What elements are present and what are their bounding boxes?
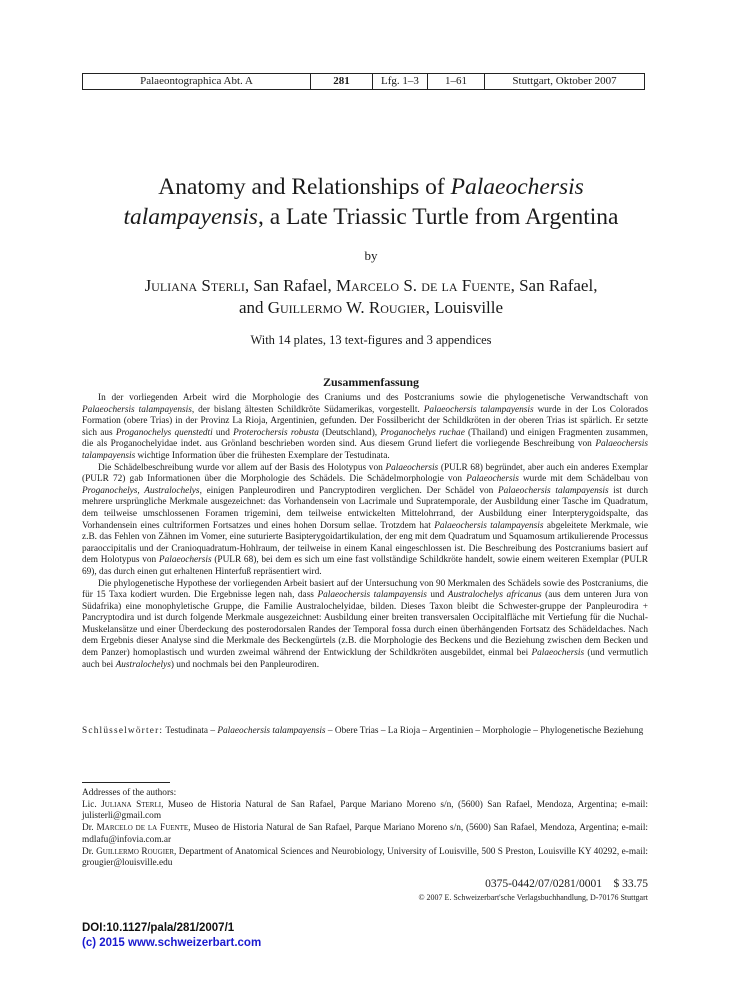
figure-count-line: With 14 plates, 13 text-figures and 3 appendices xyxy=(250,333,492,347)
abstract-heading: Zusammenfassung xyxy=(322,375,420,389)
issn-price: 0375-0442/07/0281/0001 $ 33.75 xyxy=(485,878,648,890)
doi-block xyxy=(82,921,261,951)
author-list: Juliana Sterli, San Rafael, Marcelo S. de la Fuente, San Rafael, and Guillermo W. Rougier, Louisville xyxy=(144,276,598,317)
paper-title: Anatomy and Relationships of Palaeochersis talampayensis, a Late Triassic Turtle from Argentina xyxy=(123,174,619,230)
author-name: Marcelo S. de la Fuente xyxy=(335,276,511,295)
journal-name: Palaeontographica Abt. A xyxy=(83,74,311,89)
abstract-paragraph: In der vorliegenden Arbeit wird die Morphologie des Craniums und des Postcraniums sowie die phylogenetische Verwandtschaft von Palaeochersis talampayensis, der bislang ältesten Schildkröte Südamerikas, vorgestellt. Palaeochersis talampayensis wurde in der Los Colorados Formation (obere Trias) in der Provinz La Rioja, Argentinien, gefunden. Der Fossilbericht der Schildkröten in der oberen Trias ist spärlich. Er setzte sich aus Proganochelys quenstedti und Proterochersis robusta (Deutschland), Proganochelys ruchae (Thailand) und einigen Fragmenten zusammen, die als Proganochelyidae indet. aus Grönland beschrieben worden sind. Aus diesem Grund liefert die vorliegende Beschreibung von Palaeochersis talampayensis wichtige Information über die frühesten Exemplare der Testudinata. xyxy=(82,393,648,461)
abstract-body xyxy=(82,393,648,671)
author-name: Juliana Sterli xyxy=(144,276,245,295)
footnote-divider xyxy=(82,782,170,783)
address-entry: Dr. Guillermo Rougier, Department of Anatomical Sciences and Neurobiology, University of Louisville, 500 S Preston, Louisville KY 40292, e-mail: grougier@louisville.edu xyxy=(82,846,649,869)
place-date: Stuttgart, Oktober 2007 xyxy=(512,75,617,87)
by-line: by xyxy=(364,248,378,263)
addresses-heading: Addresses of the authors: xyxy=(82,788,177,798)
author-addresses xyxy=(82,788,648,870)
keywords-label: Schlüsselwörter: xyxy=(82,726,164,736)
page-range: 1–61 xyxy=(428,74,485,89)
keywords: Schlüsselwörter: Testudinata – Palaeochersis talampayensis – Obere Trias – La Rioja – Argentinien – Morphologie – Phylogenetische Beziehung xyxy=(82,726,644,736)
journal-header xyxy=(82,73,645,90)
copyright-line: © 2007 E. Schweizerbart'sche Verlagsbuchhandlung, D-70176 Stuttgart xyxy=(418,893,648,902)
volume-number: 281 xyxy=(311,74,373,89)
doi-link[interactable]: DOI:10.1127/pala/281/2007/1 xyxy=(82,922,235,934)
issue-number: Lfg. 1–3 xyxy=(373,74,428,89)
abstract-paragraph: Die phylogenetische Hypothese der vorliegenden Arbeit basiert auf der Untersuchung von 90 Merkmalen des Schädels sowie des Postcraniums, die für 15 Taxa kodiert wurden. Die Ergebnisse legen nah, dass Palaeochersis talampayensis und Australochelys africanus (aus dem unteren Jura von Südafrika) eine monophyletische Gruppe, die Familie Australochelyidae, bilden. Dieses Taxon bleibt die Schwester-gruppe der Panpleurodira + Pancryptodira und ist durch folgende Merkmale ausgezeichnet: Ausbildung einer breiten transversalen Occipitalfläche mit Vertiefung für die Nuchal-Muskelansätze und einer Überdeckung des posterodorsalen Randes der Temporal fossa durch einen überhängenden Fortsatz des Schädeldaches. Nach dem Ergebnis dieser Analyse sind die Merkmale des Beckengürtels (z.B. die Morphologie des Beckens und die Beziehung zwischen dem Becken und dem Panzer) homoplastisch und wurden zweimal während der Entwicklung der Schildkröten ausgebildet, einmal bei Palaeochersis (und vermutlich auch bei Australochelys) und nochmals bei den Panpleurodiren. xyxy=(82,578,649,670)
abstract-paragraph: Die Schädelbeschreibung wurde vor allem auf der Basis des Holotypus von Palaeochersis (PULR 68) begründet, aber auch ein anderes Exemplar (PULR 72) gab Informationen über die Morphologie des Schädels. Die Schädelmorphologie von Palaeochersis wurde mit dem Schädelbau von Proganochelys, Australochelys, einigen Panpleurodiren und Pancryptodiren verglichen. Der Schädel von Palaeochersis talampayensis ist durch mehrere ursprüngliche Merkmale ausgezeichnet: das Vorhandensein von Lacrimale und Supratemporale, der Ausbildung einer Tasche im Quadratum, dem teilweise umschlossenen Foramen trigemini, dem teilweise entwickelten Mittelohrrand, der Ausbildung einer Interpterygoidspalte, das Vorhandensein eines cultriformen Fortsatzes und eines hohen Dorsum sellae. Trotzdem hat Palaeochersis talampayensis abgeleitete Merkmale, wie z.B. das Fehlen von Zähnen im Vomer, eine suturierte Basipterygoidartikulation, der eng mit dem Quadratum und Squamosum artikulierende Processus paraoccipitalis und der Cranioquadratum-Hohlraum, der teilweise in einem Kanal eingeschlossen ist. Die Beschreibung des Postcraniums basiert auf dem Holotypus von Palaeochersis (PULR 68), bei dem es sich um eine fast vollständige Schildkröte handelt, sowie einem weiteren Exemplar (PULR 69), das durch einen gut erhaltenen Hinterfuß repräsentiert wird. xyxy=(82,462,648,577)
publisher-link[interactable]: (c) 2015 www.schweizerbart.com xyxy=(82,937,262,949)
author-name: Guillermo W. Rougier xyxy=(267,298,426,317)
address-entry: Lic. Juliana Sterli, Museo de Historia Natural de San Rafael, Parque Mariano Moreno s/n, (5600) San Rafael, Mendoza, Argentina; e-mail: julisterli@gmail.com xyxy=(82,799,648,822)
address-entry: Dr. Marcelo de la Fuente, Museo de Historia Natural de San Rafael, Parque Mariano Moreno s/n, (5600) San Rafael, Mendoza, Argentina; e-mail: mdlafu@infovia.com.ar xyxy=(82,823,649,845)
